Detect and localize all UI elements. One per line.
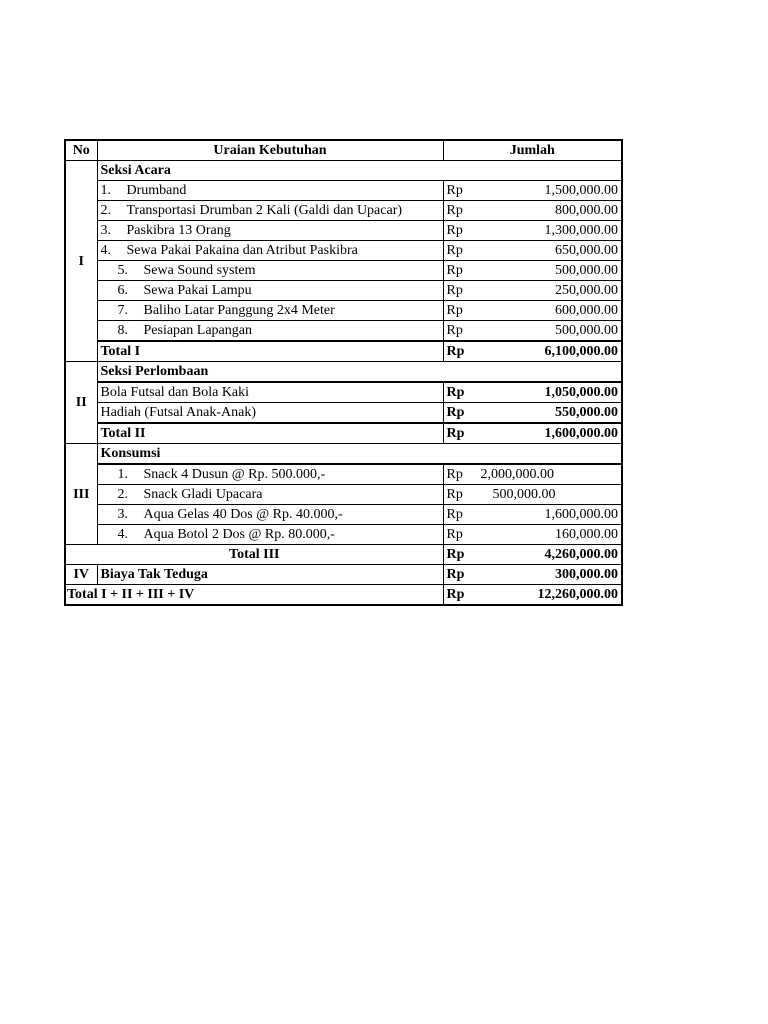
item-amount: 160,000.00: [473, 525, 622, 545]
item-text: Snack Gladi Upacara: [143, 487, 263, 502]
item-text: Sewa Sound system: [143, 263, 256, 278]
item-number: 7.: [117, 303, 128, 318]
total-label: Total III: [65, 545, 443, 565]
section-number: IV: [65, 565, 97, 585]
item-amount: 500,000.00: [492, 487, 556, 502]
item-number: 2.: [117, 487, 128, 502]
total-row: [65, 545, 622, 565]
table-row: [65, 525, 622, 545]
item-amount: 500,000.00: [473, 321, 622, 342]
section-number: I: [65, 161, 97, 362]
total-currency: Rp: [443, 545, 473, 565]
item-number: 4.: [100, 243, 111, 258]
item-label: [97, 525, 443, 545]
table-row: [65, 201, 622, 221]
item-text: Sewa Pakai Pakaina dan Atribut Paskibra: [126, 243, 358, 258]
item-label: [97, 505, 443, 525]
item-currency: Rp: [443, 281, 473, 301]
item-amount: 650,000.00: [473, 241, 622, 261]
item-currency: Rp: [443, 241, 473, 261]
table-header-row: [65, 140, 622, 161]
item-label: [97, 181, 443, 201]
item-label: [97, 485, 443, 505]
item-amount: 1,050,000.00: [473, 382, 622, 403]
total-row: [65, 423, 622, 444]
item-amount: 1,500,000.00: [473, 181, 622, 201]
table-row: [65, 464, 622, 485]
table-row: [65, 485, 622, 505]
item-label: [97, 321, 443, 342]
table-row: [65, 505, 622, 525]
item-amount: 500,000.00: [473, 261, 622, 281]
grand-total-amount: 12,260,000.00: [473, 585, 622, 606]
item-text: Snack 4 Dusun @ Rp. 500.000,-: [143, 467, 326, 482]
item-currency: Rp: [443, 382, 473, 403]
table-row: [65, 221, 622, 241]
item-text: Aqua Gelas 40 Dos @ Rp. 40.000,-: [143, 507, 343, 522]
budget-table: [64, 139, 623, 606]
table-row: [65, 241, 622, 261]
total-label: Total I: [97, 341, 443, 362]
grand-total-row: [65, 585, 622, 606]
total-currency: Rp: [443, 423, 473, 444]
item-currency: Rp: [443, 403, 473, 424]
section-title: Seksi Acara: [97, 161, 622, 181]
item-label: [97, 261, 443, 281]
section-title: Konsumsi: [97, 444, 622, 465]
item-text: Transportasi Drumban 2 Kali (Galdi dan Upacar): [126, 203, 403, 218]
table-row: [65, 321, 622, 342]
section-title-row: [65, 362, 622, 383]
item-currency: Rp: [443, 261, 473, 281]
item-text: Aqua Botol 2 Dos @ Rp. 80.000,-: [143, 527, 335, 542]
item-label: [97, 201, 443, 221]
item-currency: Rp: [443, 181, 473, 201]
item-number: 3.: [100, 223, 111, 238]
item-amount-cell: [443, 485, 622, 505]
total-row: [65, 341, 622, 362]
item-label: [97, 221, 443, 241]
item-amount: 1,300,000.00: [473, 221, 622, 241]
item-label: Hadiah (Futsal Anak-Anak): [97, 403, 443, 424]
item-text: Baliho Latar Panggung 2x4 Meter: [143, 303, 335, 318]
section-title: Seksi Perlombaan: [97, 362, 622, 383]
section-title-row: [65, 444, 622, 465]
item-currency: Rp: [446, 467, 463, 482]
item-amount: 800,000.00: [473, 201, 622, 221]
item-currency: Rp: [443, 505, 473, 525]
item-text: Sewa Pakai Lampu: [143, 283, 252, 298]
header-no: No: [65, 140, 97, 161]
item-label: [97, 464, 443, 485]
item-amount: 550,000.00: [473, 403, 622, 424]
item-currency: Rp: [443, 565, 473, 585]
item-number: 2.: [100, 203, 111, 218]
item-amount: 250,000.00: [473, 281, 622, 301]
item-number: 3.: [117, 507, 128, 522]
item-number: 1.: [100, 183, 111, 198]
table-row: [65, 382, 622, 403]
table-row: [65, 261, 622, 281]
table-row: [65, 565, 622, 585]
item-number: 1.: [117, 467, 128, 482]
item-currency: Rp: [443, 301, 473, 321]
item-amount: 2,000,000.00: [480, 467, 554, 482]
header-jumlah: Jumlah: [443, 140, 622, 161]
item-currency: Rp: [443, 221, 473, 241]
item-amount: 300,000.00: [473, 565, 622, 585]
item-amount-cell: [443, 464, 622, 485]
item-label: [97, 301, 443, 321]
item-label: [97, 241, 443, 261]
total-currency: Rp: [443, 341, 473, 362]
total-amount: 6,100,000.00: [473, 341, 622, 362]
item-currency: Rp: [443, 201, 473, 221]
item-amount: 1,600,000.00: [473, 505, 622, 525]
item-label: Bola Futsal dan Bola Kaki: [97, 382, 443, 403]
section-number: III: [65, 444, 97, 545]
item-number: 8.: [117, 323, 128, 338]
item-number: 6.: [117, 283, 128, 298]
grand-total-label: Total I + II + III + IV: [65, 585, 443, 606]
table-row: [65, 403, 622, 424]
item-currency: Rp: [443, 525, 473, 545]
total-amount: 1,600,000.00: [473, 423, 622, 444]
section-title-row: [65, 161, 622, 181]
item-currency: Rp: [443, 321, 473, 342]
total-label: Total II: [97, 423, 443, 444]
section-title: Biaya Tak Teduga: [97, 565, 443, 585]
total-amount: 4,260,000.00: [473, 545, 622, 565]
section-number: II: [65, 362, 97, 444]
item-text: Paskibra 13 Orang: [126, 223, 231, 238]
header-uraian: Uraian Kebutuhan: [97, 140, 443, 161]
item-number: 5.: [117, 263, 128, 278]
table-row: [65, 181, 622, 201]
item-currency: Rp: [446, 487, 463, 502]
grand-total-currency: Rp: [443, 585, 473, 606]
table-row: [65, 301, 622, 321]
item-text: Pesiapan Lapangan: [143, 323, 252, 338]
item-number: 4.: [117, 527, 128, 542]
item-text: Drumband: [126, 183, 187, 198]
item-amount: 600,000.00: [473, 301, 622, 321]
table-row: [65, 281, 622, 301]
item-label: [97, 281, 443, 301]
